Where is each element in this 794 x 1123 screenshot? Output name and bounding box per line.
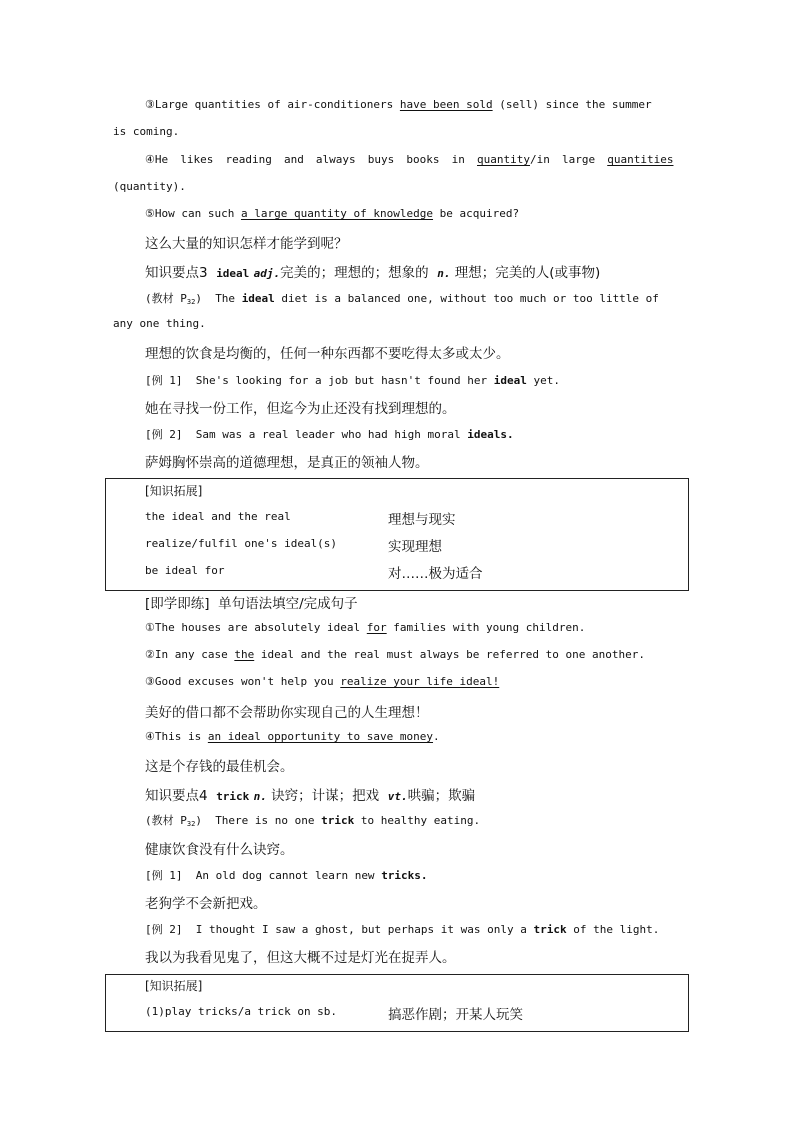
keyword: trick — [216, 790, 250, 803]
textbook-quote-1-translation: 理想的饮食是均衡的，任何一种东西都不要吃得太多或太少。 — [145, 346, 510, 362]
text: ideal and the real must always be referred to one another. — [254, 648, 645, 661]
answer: for — [366, 621, 387, 634]
text: ①The houses are absolutely ideal — [145, 621, 367, 634]
example-3-translation: 老狗学不会新把戏。 — [145, 896, 267, 912]
keyword: trick — [533, 923, 567, 936]
text: An old dog cannot learn new — [195, 869, 382, 882]
text: ③Good excuses won't help you — [145, 675, 341, 688]
label: [例 1] — [145, 869, 183, 882]
textbook-quote-1-cont: any one thing. — [113, 317, 206, 330]
definition: 理想；完美的人(或事物) — [454, 265, 601, 281]
textbook-quote-2-translation: 健康饮食没有什么诀窍。 — [145, 842, 294, 858]
text: (教材 P — [145, 292, 187, 305]
practice-2 — [145, 648, 645, 661]
keyword: tricks. — [381, 869, 428, 882]
pos: adj. — [253, 267, 281, 280]
definition: 完美的；理想的；想象的 — [280, 265, 429, 281]
text: The — [215, 292, 242, 305]
pos: vt. — [387, 790, 408, 803]
keyword: ideal — [493, 374, 527, 387]
text: to healthy eating. — [354, 814, 481, 827]
exercise-3-cont: is coming. — [113, 125, 180, 138]
keyword: ideals. — [467, 428, 514, 441]
text: Sam was a real leader who had high moral — [195, 428, 468, 441]
pos: n. — [437, 267, 451, 280]
answer: have been sold — [399, 98, 493, 111]
answer: quantity — [477, 153, 530, 166]
box-row-en: realize/fulfil one's ideal(s) — [145, 537, 338, 550]
example-2 — [145, 426, 514, 442]
text: (教材 P — [145, 814, 187, 827]
text: /in large — [530, 153, 608, 166]
pos: n. — [253, 790, 267, 803]
example-2-translation: 萨姆胸怀崇高的道德理想，是真正的领袖人物。 — [145, 455, 429, 471]
text: I thought I saw a ghost, but perhaps it was only a — [195, 923, 534, 936]
answer: the — [234, 648, 255, 661]
box-row-cn: 搞恶作剧；开某人玩笑 — [388, 1007, 523, 1023]
text: ③Large quantities of air-conditioners — [145, 98, 400, 111]
text: of the light. — [566, 923, 660, 936]
text: ⑤How can such — [145, 207, 241, 220]
text: diet is a balanced one, without too much or too little of — [274, 292, 659, 305]
exercise-5-translation: 这么大量的知识怎样才能学到呢？ — [145, 236, 348, 252]
text: There is no one — [215, 814, 322, 827]
example-4-translation: 我以为我看见鬼了，但这大概不过是灯光在捉弄人。 — [145, 950, 456, 966]
example-1 — [145, 372, 560, 388]
box-row-en: the ideal and the real — [145, 510, 291, 523]
answer: an ideal opportunity to save money — [207, 730, 434, 743]
textbook-quote-1 — [145, 290, 659, 306]
text: She's looking for a job but hasn't found her — [195, 374, 494, 387]
box-row-en: be ideal for — [145, 564, 225, 577]
practice-3 — [145, 675, 499, 688]
page-number: 32 — [186, 298, 196, 306]
keyword: ideal — [241, 292, 275, 305]
text: ④He likes reading and always buys books in — [145, 153, 478, 166]
box-row-cn: 对……极为适合 — [388, 566, 483, 582]
box-title: [知识拓展] — [145, 484, 203, 498]
example-3 — [145, 867, 428, 883]
keyword: ideal — [216, 267, 250, 280]
label: [例 2] — [145, 923, 183, 936]
text: ) — [195, 814, 202, 827]
text: ②In any case — [145, 648, 235, 661]
keyword: trick — [321, 814, 355, 827]
text: yet. — [526, 374, 561, 387]
key-point-4 — [145, 784, 475, 804]
key-point-3 — [145, 261, 600, 281]
page-number: 32 — [186, 820, 196, 828]
box-row-en: (1)play tricks/a trick on sb. — [145, 1005, 338, 1018]
text: (sell) since the summer — [492, 98, 652, 111]
textbook-quote-2 — [145, 812, 480, 828]
label: [例 1] — [145, 374, 183, 387]
box-row-cn: 理想与现实 — [388, 512, 456, 528]
practice-1 — [145, 621, 585, 634]
exercise-4-line — [145, 153, 673, 166]
practice-4-translation: 这是个存钱的最佳机会。 — [145, 759, 294, 775]
definition: 哄骗；欺骗 — [407, 788, 476, 804]
box-title: [知识拓展] — [145, 979, 203, 993]
practice-3-translation: 美好的借口都不会帮助你实现自己的人生理想！ — [145, 705, 429, 721]
label: 知识要点4 — [145, 788, 208, 804]
answer: quantities — [607, 153, 674, 166]
label: [例 2] — [145, 428, 183, 441]
text: ) — [195, 292, 202, 305]
practice-4 — [145, 730, 440, 743]
answer: realize your life ideal! — [340, 675, 500, 688]
example-1-translation: 她在寻找一份工作，但迄今为止还没有找到理想的。 — [145, 401, 456, 417]
box-row-cn: 实现理想 — [388, 539, 442, 555]
text: families with young children. — [386, 621, 586, 634]
answer: a large quantity of knowledge — [240, 207, 434, 220]
exercise-5-line — [145, 207, 519, 220]
exercise-4-cont: (quantity). — [113, 180, 186, 193]
definition: 诀窍；计谋；把戏 — [271, 788, 380, 804]
example-4 — [145, 921, 659, 937]
text: ④This is — [145, 730, 208, 743]
text: be acquired? — [433, 207, 520, 220]
label: 知识要点3 — [145, 265, 208, 281]
text: . — [433, 730, 440, 743]
practice-heading: [即学即练] 单句语法填空/完成句子 — [145, 596, 358, 612]
exercise-3-line — [145, 98, 652, 111]
